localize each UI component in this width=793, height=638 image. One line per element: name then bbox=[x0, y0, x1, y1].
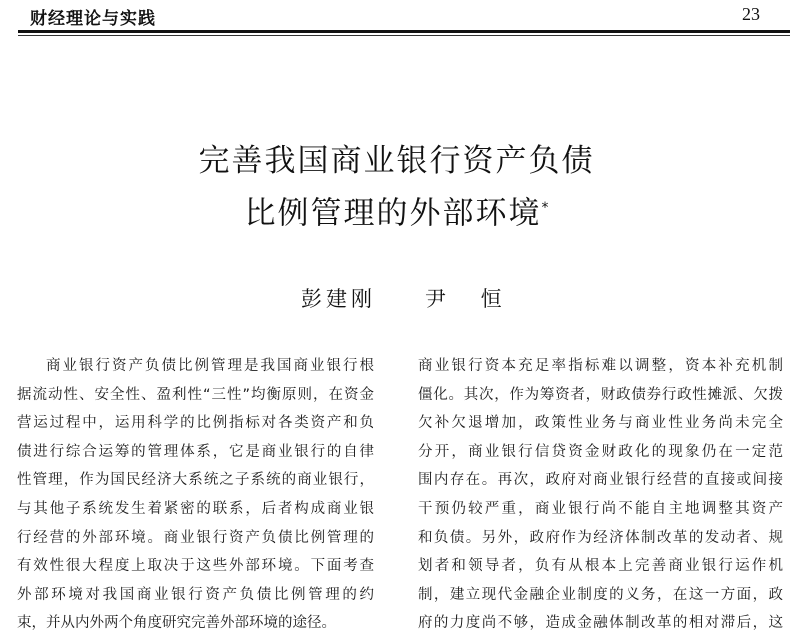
article-title bbox=[0, 138, 793, 237]
body-line: 围内存在。再次，政府对商业银行经营的直接或间接 bbox=[418, 472, 783, 489]
body-line: 性管理，作为国民经济大系统之子系统的商业银行， bbox=[17, 472, 374, 489]
right-column bbox=[418, 352, 783, 638]
body-line: 债进行综合运筹的管理体系，它是商业银行的自律 bbox=[17, 443, 374, 460]
body-line: 欠补欠退增加，政策性业务与商业性业务尚未完全 bbox=[418, 415, 783, 432]
body-line: 束，并从内外两个角度研究完善外部环境的途径。 bbox=[17, 615, 336, 632]
body-line: 行经营的外部环境。商业银行资产负债比例管理的 bbox=[17, 529, 374, 546]
journal-name: 财经理论与实践 bbox=[30, 9, 156, 29]
title-line-2-text: 比例管理的外部环境 bbox=[244, 195, 542, 232]
body-line: 府的力度尚不够，造成金融体制改革的相对滞后，这 bbox=[418, 615, 783, 632]
title-line-1: 完善我国商业银行资产负债 bbox=[198, 143, 595, 179]
body-line: 干预仍较严重，商业银行尚不能自主地调整其资产 bbox=[418, 500, 783, 517]
body-line: 商业银行资产负债比例管理是我国商业银行根 bbox=[46, 358, 374, 374]
body-line: 外部环境对我国商业银行资产负债比例管理的约 bbox=[17, 586, 374, 603]
body-line: 划者和领导者，负有从根本上完善商业银行运作机 bbox=[418, 558, 783, 575]
author-1: 彭建刚 bbox=[301, 287, 376, 311]
running-header bbox=[0, 0, 793, 40]
title-footnote-mark: * bbox=[541, 200, 549, 216]
body-line: 制，建立现代金融企业制度的义务，在这一方面，政 bbox=[418, 586, 783, 603]
body-line: 营运过程中，运用科学的比例指标对各类资产和负 bbox=[17, 415, 374, 432]
body-line: 与其他子系统发生着紧密的联系，后者构成商业银 bbox=[17, 500, 374, 517]
header-rule-thin bbox=[18, 35, 790, 36]
header-rule-thick bbox=[18, 30, 790, 33]
author-2: 尹 恒 bbox=[425, 287, 516, 311]
body-line: 僵化。其次，作为筹资者，财政债券行政性摊派、欠拨 bbox=[418, 386, 783, 403]
title-line-2 bbox=[0, 185, 793, 237]
body-line: 有效性很大程度上取决于这些外部环境。下面考查 bbox=[17, 558, 374, 575]
body-line: 分开，商业银行信贷资金财政化的现象仍在一定范 bbox=[418, 443, 783, 460]
page-number: 23 bbox=[742, 4, 760, 24]
body-line: 和负债。另外，政府作为经济体制改革的发动者、规 bbox=[418, 529, 783, 546]
body-line: 据流动性、安全性、盈利性“三性”均衡原则，在资金 bbox=[17, 386, 374, 403]
left-column bbox=[17, 352, 374, 638]
body-line: 商业银行资本充足率指标难以调整，资本补充机制 bbox=[418, 358, 783, 374]
